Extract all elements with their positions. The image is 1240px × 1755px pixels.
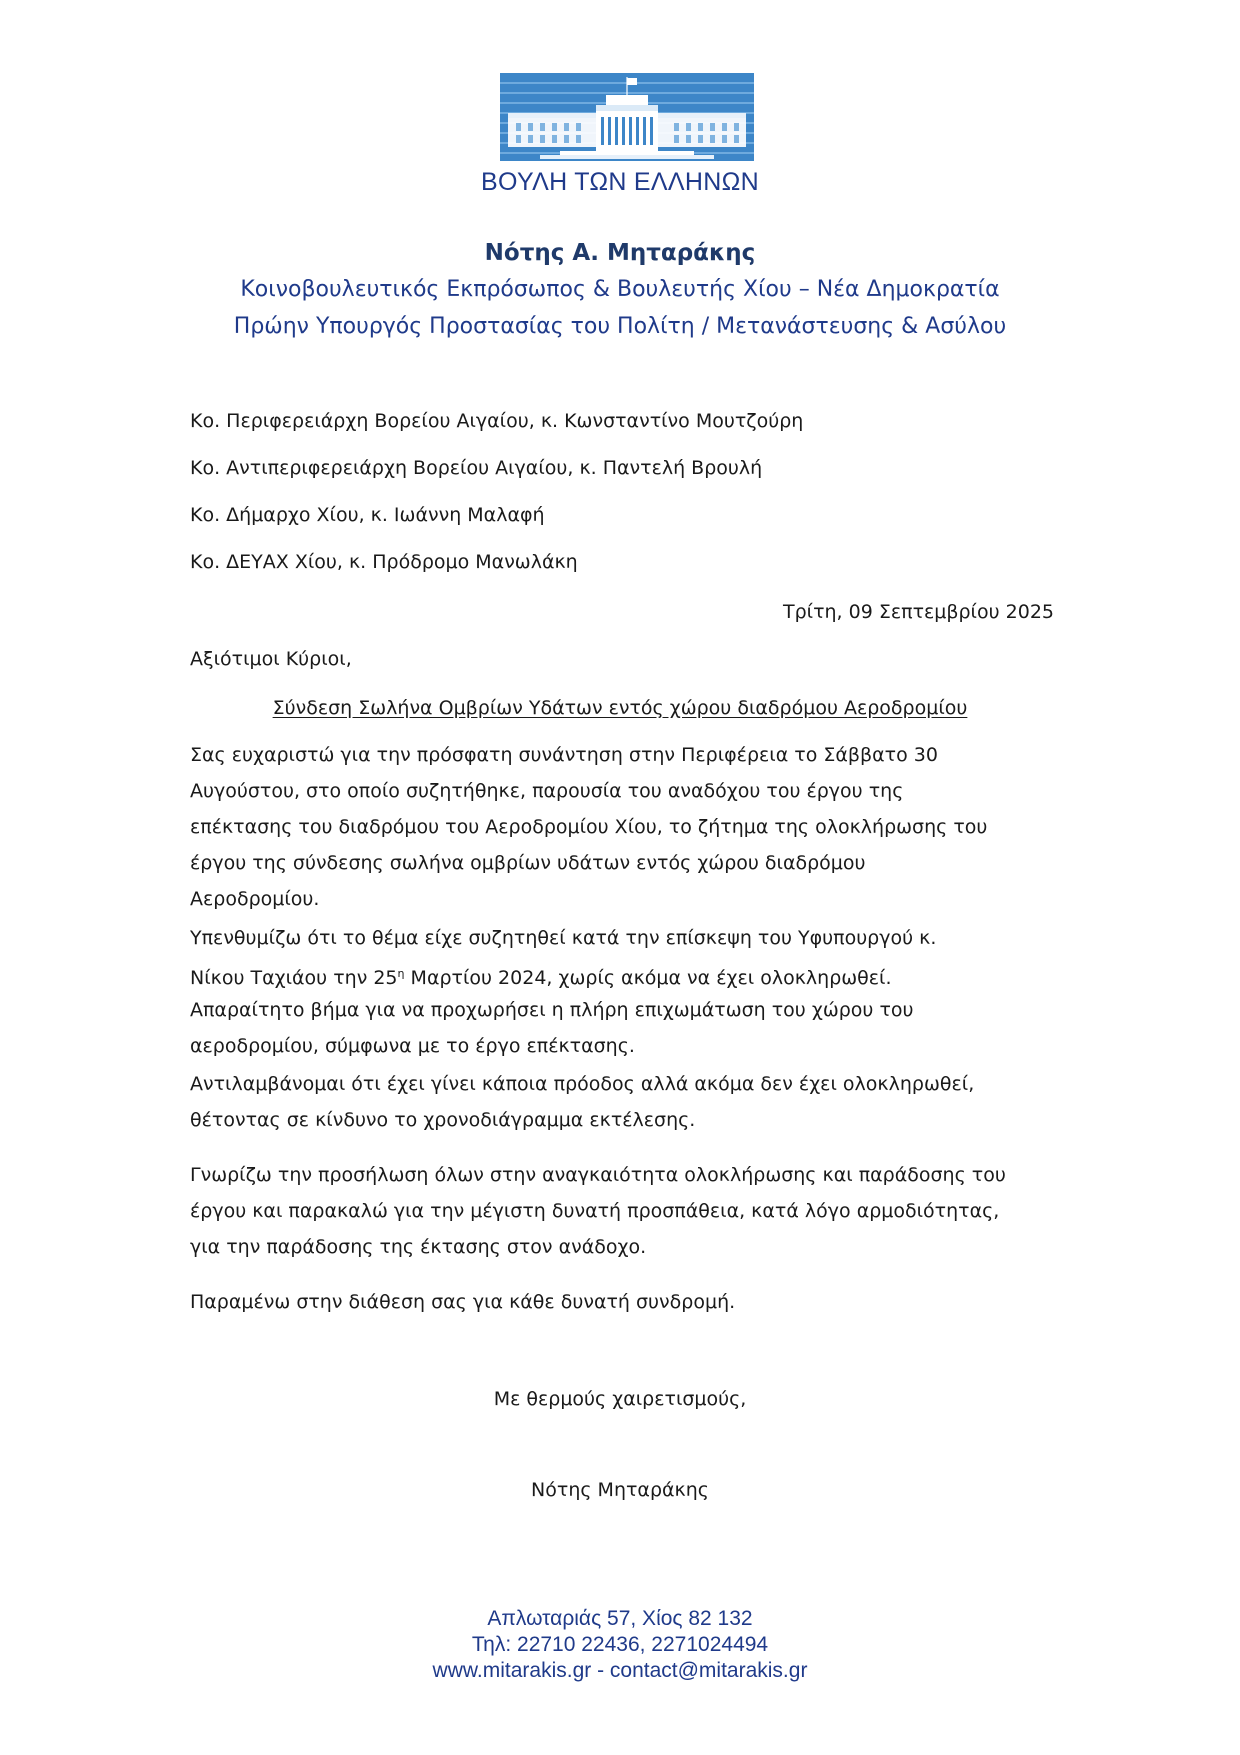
paragraph-line: έργου και παρακαλώ για την μέγιστη δυνατή προσπάθεια, κατά λόγο αρμοδιότητας, — [190, 1200, 1000, 1222]
mp-role-line-2: Πρώην Υπουργός Προστασίας του Πολίτη / Μετανάστευσης & Ασύλου — [233, 314, 1007, 339]
recipient-2: Κο. Αντιπεριφερειάρχη Βορείου Αιγαίου, κ. Παντελή Βρουλή — [190, 457, 763, 479]
paragraph-line: έργου της σύνδεσης σωλήνα ομβρίων υδάτων εντός χώρου διαδρόμου — [190, 852, 866, 874]
recipient-4: Κο. ΔΕΥΑΧ Χίου, κ. Πρόδρομο Μανωλάκη — [190, 551, 578, 573]
paragraph-text: Μαρτίου 2024, χωρίς ακόμα να έχει ολοκληρωθεί. — [404, 967, 892, 989]
mp-name: Νότης Α. Μηταράκης — [484, 240, 756, 266]
paragraph-line: Αυγούστου, στο οποίο συζητήθηκε, παρουσία του αναδόχου του έργου της — [190, 780, 904, 802]
mp-role-line-1: Κοινοβουλευτικός Εκπρόσωπος & Βουλευτής Χίου – Νέα Δημοκρατία — [240, 277, 1000, 302]
paragraph-line: επέκτασης του διαδρόμου του Αεροδρομίου Χίου, το ζήτημα της ολοκλήρωσης του — [190, 816, 988, 838]
footer-phone: Τηλ: 22710 22436, 2271024494 — [471, 1633, 769, 1656]
recipient-1: Κο. Περιφερειάρχη Βορείου Αιγαίου, κ. Κωνσταντίνο Μουτζούρη — [190, 410, 804, 432]
paragraph-5 — [190, 1284, 1070, 1320]
ordinal-superscript: η — [397, 967, 405, 980]
footer-address: Απλωταριάς 57, Χίος 82 132 — [487, 1607, 753, 1630]
paragraph-line: θέτοντας σε κίνδυνο το χρονοδιάγραμμα εκτέλεσης. — [190, 1109, 696, 1131]
footer-web-email: www.mitarakis.gr - contact@mitarakis.gr — [432, 1659, 808, 1682]
paragraph-line: Γνωρίζω την προσήλωση όλων στην αναγκαιότητα ολοκλήρωσης και παράδοσης του — [190, 1164, 1006, 1186]
paragraph-line — [190, 956, 1070, 992]
paragraph-4 — [190, 1157, 1070, 1265]
paragraph-line: Αντιλαμβάνομαι ότι έχει γίνει κάποια πρόοδος αλλά ακόμα δεν έχει ολοκληρωθεί, — [190, 1073, 975, 1095]
letter-subject: Σύνδεση Σωλήνα Ομβρίων Υδάτων εντός χώρου διαδρόμου Αεροδρομίου — [272, 697, 968, 719]
salutation: Αξιότιμοι Κύριοι, — [190, 648, 352, 670]
paragraph-text: Νίκου Ταχιάου την 25 — [190, 967, 398, 989]
parliament-building-logo-icon — [500, 73, 754, 161]
paragraph-line: Υπενθυμίζω ότι το θέμα είχε συζητηθεί κατά την επίσκεψη του Υφυπουργού κ. — [190, 927, 937, 949]
paragraph-line: Απαραίτητο βήμα για να προχωρήσει η πλήρη επιχωμάτωση του χώρου του — [190, 999, 914, 1021]
letter-date: Τρίτη, 09 Σεπτεμβρίου 2025 — [782, 601, 1054, 623]
paragraph-line: για την παράδοσης της έκτασης στον ανάδοχο. — [190, 1236, 647, 1258]
paragraph-line: Αεροδρομίου. — [190, 888, 320, 910]
parliament-name: ΒΟΥΛΗ ΤΩΝ ΕΛΛΗΝΩΝ — [481, 168, 759, 196]
recipient-3: Κο. Δήμαρχο Χίου, κ. Ιωάννη Μαλαφή — [190, 504, 545, 526]
paragraph-line: Σας ευχαριστώ για την πρόσφατη συνάντηση στην Περιφέρεια το Σάββατο 30 — [190, 744, 938, 766]
paragraph-3 — [190, 1066, 1070, 1138]
signature-name: Νότης Μηταράκης — [531, 1479, 709, 1501]
paragraph-line: Παραμένω στην διάθεση σας για κάθε δυνατή συνδρομή. — [190, 1291, 736, 1313]
paragraph-1 — [190, 737, 1070, 917]
closing-greeting: Με θερμούς χαιρετισμούς, — [493, 1388, 747, 1410]
paragraph-2 — [190, 920, 1070, 1064]
paragraph-line: αεροδρομίου, σύμφωνα με το έργο επέκτασης. — [190, 1035, 635, 1057]
